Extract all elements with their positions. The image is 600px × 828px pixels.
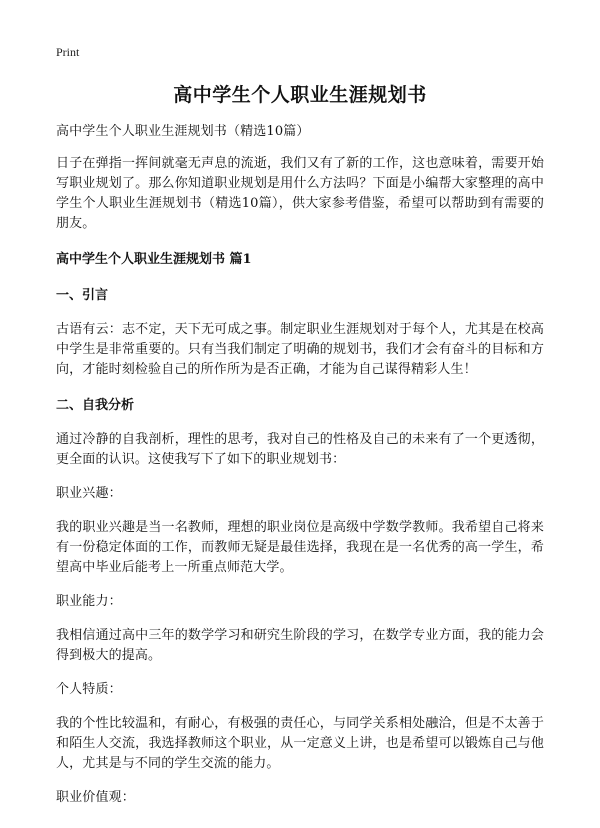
section-heading-introduction: 一、引言: [56, 288, 109, 303]
self-analysis-paragraph: 通过冷静的自我剖析，理性的思考，我对自己的性格及自己的未来有了一个更透彻，更全面的认识。这使我写下了如下的职业规划书：: [56, 432, 544, 467]
document-subtitle: 高中学生个人职业生涯规划书（精选10篇）: [56, 124, 310, 139]
career-values-label: 职业价值观：: [56, 790, 135, 805]
career-ability-label: 职业能力：: [56, 594, 122, 609]
career-interest-label: 职业兴趣：: [56, 486, 122, 501]
section-heading-self-analysis: 二、自我分析: [56, 398, 135, 413]
personal-traits-label: 个人特质：: [56, 682, 122, 697]
print-link[interactable]: Print: [56, 45, 80, 59]
intro-paragraph: 日子在弹指一挥间就毫无声息的流逝，我们又有了新的工作，这也意味着，需要开始写职业规划了。那么你知道职业规划是用什么方法吗？下面是小编帮大家整理的高中学生个人职业生涯规划书（精选10篇），供大家参考借鉴，希望可以帮助到有需要的朋友。: [56, 156, 544, 231]
career-interest-paragraph: 我的职业兴趣是当一名教师，理想的职业岗位是高级中学数学教师。我希望自己将来有一份稳定体面的工作，而教师无疑是最佳选择，我现在是一名优秀的高一学生，希望高中毕业后能考上一所重点师范大学。: [56, 520, 544, 575]
introduction-paragraph: 古语有云：志不定，天下无可成之事。制定职业生涯规划对于每个人，尤其是在校高中学生是非常重要的。只有当我们制定了明确的规划书，我们才会有奋斗的目标和方向，才能时刻检验自己的所作所为是否正确，才能为自己谋得精彩人生！: [56, 322, 544, 377]
document-title: 高中学生个人职业生涯规划书: [173, 84, 427, 106]
career-ability-paragraph: 我相信通过高中三年的数学学习和研究生阶段的学习，在数学专业方面，我的能力会得到极大的提高。: [56, 628, 544, 663]
article-heading: 高中学生个人职业生涯规划书 篇1: [56, 252, 252, 267]
personal-traits-paragraph: 我的个性比较温和，有耐心，有极强的责任心，与同学关系相处融洽，但是不太善于和陌生人交流，我选择教师这个职业，从一定意义上讲，也是希望可以锻炼自己与他人，尤其是与不同的学生交流的能力。: [56, 716, 544, 771]
